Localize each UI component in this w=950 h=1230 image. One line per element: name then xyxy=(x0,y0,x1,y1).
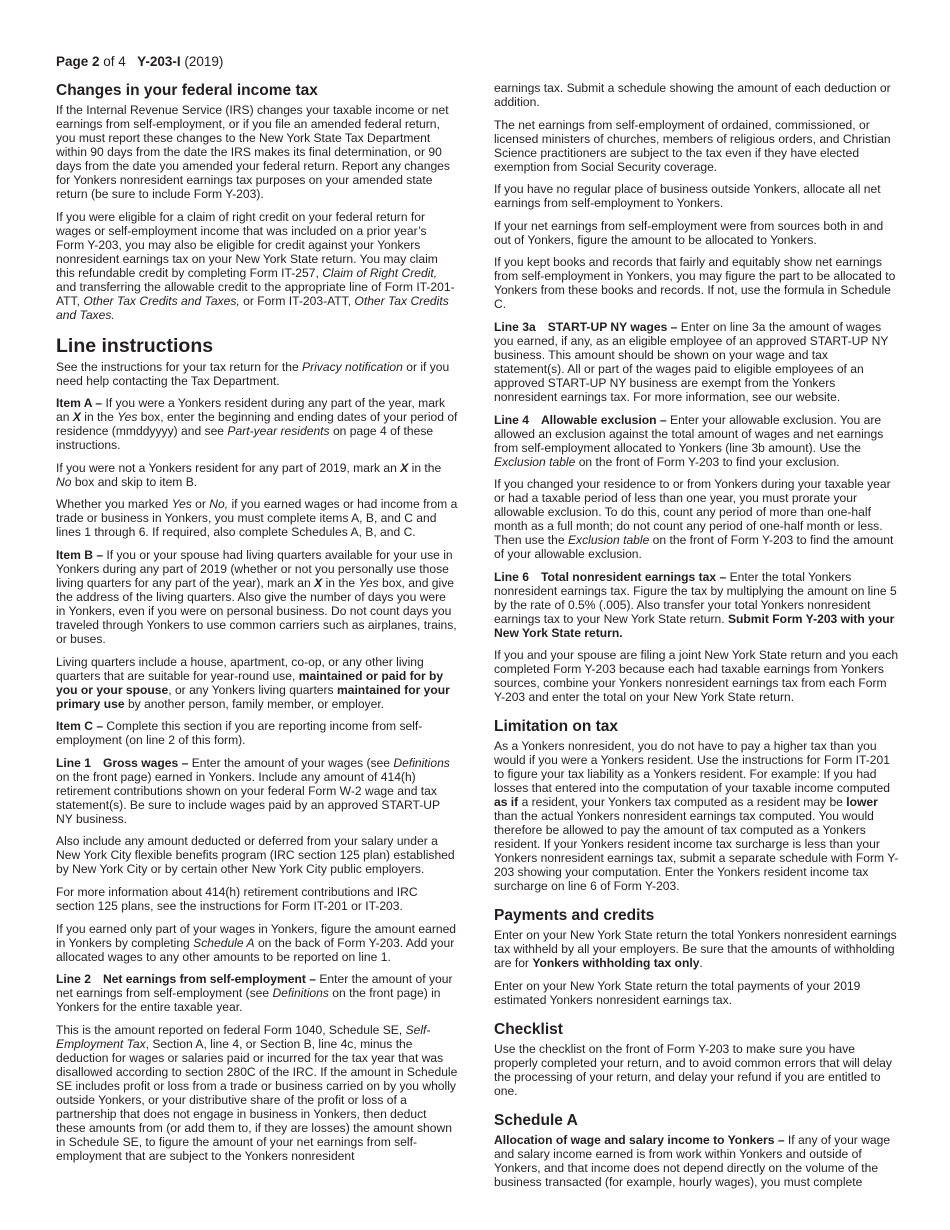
line-1-label: Line 1 xyxy=(56,755,91,770)
paragraph: Allocation of wage and salary income to Yonkers – If any of your wage and salary income earned is from work within Yonkers and outside of Yonkers, and that income does not depend directly on the volume of the business transacted (for example, hourly wages), you must complete xyxy=(494,1132,891,1189)
section-title-changes: Changes in your federal income tax xyxy=(56,82,318,99)
section-title-schedule-a: Schedule A xyxy=(494,1111,578,1129)
paragraph: If you kept books and records that fairly and equitably show net earnings from self-employment in Yonkers, you may figure the part to be allocated to Yonkers from these books and records. If not, use the formula in Schedule C. xyxy=(494,255,896,312)
line-1-title: Gross wages – xyxy=(102,755,189,770)
section-title-line-instructions: Line instructions xyxy=(56,334,214,357)
paragraph: earnings tax. Submit a schedule showing the amount of each deduction or addition. xyxy=(494,81,891,109)
paragraph: If you were not a Yonkers resident for any part of 2019, mark an X in the No box and skip to item B. xyxy=(56,460,442,489)
section-title-checklist: Checklist xyxy=(494,1020,563,1038)
line-6-paragraph: Line 6 Total nonresident earnings tax – Enter the total Yonkers nonresident earnings tax. Figure the tax by multiplying the amount on line 5 by the rate of 0.5% (.005). Also transfer your total Yonkers nonresident earnings tax to your New York State return. Submit Form Y-203 with your New York State return. xyxy=(494,569,897,640)
line-6-label: Line 6 xyxy=(494,569,529,584)
line-4-title: Allowable exclusion – xyxy=(540,412,667,427)
paragraph: For more information about 414(h) retirement contributions and IRC section 125 plans, see the instructions for Form IT-201 or IT-203. xyxy=(56,884,418,913)
section-title-payments: Payments and credits xyxy=(494,907,655,925)
item-c-label: Item C – xyxy=(56,719,104,734)
line-2-label: Line 2 xyxy=(56,972,91,987)
section-title-limitation: Limitation on tax xyxy=(494,718,618,736)
line-2-paragraph: Line 2 Net earnings from self-employment – Enter the amount of your net earnings from self-employment (see Definitions on the front page) in Yonkers for the entire taxable year. xyxy=(56,972,453,1015)
form-number: Y-203-I xyxy=(137,54,181,69)
line-2-title: Net earnings from self-employment – xyxy=(102,972,316,987)
item-b-paragraph: Item B – If you or your spouse had living quarters available for your use in Yonkers during any part of 2019 (whether or not you personally use those living quarters for any part of the year), mark an X in the Yes box, and give the address of the living quarters. Also give the number of days you were in Yonkers, even if you were on personal business. Do not count days you traveled through Yonkers to use common carriers such as airplanes, trains, or buses. xyxy=(56,547,457,646)
page-total: of 4 xyxy=(99,54,126,69)
line-3a-title: START-UP NY wages – xyxy=(547,319,678,334)
line-4-paragraph: Line 4 Allowable exclusion – Enter your allowable exclusion. You are allowed an exclusion against the total amount of wages and net earnings from self-employment allocated to Yonkers (line 3b amount). Use the Exclusion table on the front of Form Y-203 to find your exclusion. xyxy=(494,412,884,469)
paragraph: This is the amount reported on federal Form 1040, Schedule SE, Self-Employment Tax, Section A, line 4, or Section B, line 4c, minus the deduction for wages or salaries paid or incurred for the tax year that was disallowed according to section 280C of the IRC. If the amount in Schedule SE includes profit or loss from a trade or business carried on by you wholly outside Yonkers, or your distributive share of the profit or loss of a partnership that does not engage in business in Yonkers, then deduct these amounts from (or add them to, if they are losses) the amount shown in Schedule SE, to figure the amount of your net earnings from self-employment that are subject to the Yonkers nonresident xyxy=(56,1022,458,1163)
paragraph: As a Yonkers nonresident, you do not have to pay a higher tax than you would if you were a Yonkers resident. Use the instructions for Form IT-201 to figure your tax liability as a Yonkers resident. For example: If you had losses that entered into the computation of your taxable income computed as if a resident, your Yonkers tax computed as a resident may be lower than the actual Yonkers nonresident earnings tax computed. You would therefore be allowed to pay the amount of tax computed as a Yonkers resident. If your Yonkers resident income tax surcharge is less than your Yonkers nonresident earnings tax, submit a separate schedule with Form Y-203 showing your computation. Enter the Yonkers resident income tax surcharge on line 6 of Form Y-203. xyxy=(494,739,899,894)
paragraph: If you and your spouse are filing a joint New York State return and you each completed Form Y-203 because each had taxable earnings from Yonkers sources, combine your Yonkers nonresident earnings tax from each Form Y-203 and enter the total on your New York State return. xyxy=(494,648,899,705)
line-3a-paragraph: Line 3a START-UP NY wages – Enter on line 3a the amount of wages you earned, if any, as an eligible employee of an approved START-UP NY business. This amount should be shown on your wage and tax statement(s). All or part of the wages paid to eligible employees of an approved START-UP NY business are exempt from the Yonkers nonresident earnings tax. For more information, see our website. xyxy=(494,319,889,404)
paragraph: Use the checklist on the front of Form Y-203 to make sure you have properly completed your return, and to avoid common errors that will delay the processing of your return, and delay your refund if you are entitled to one. xyxy=(494,1041,892,1098)
line-4-label: Line 4 xyxy=(494,412,529,427)
paragraph: If you changed your residence to or from Yonkers during your taxable year or had a taxable period of less than one year, you must prorate your allowable exclusion. To do this, count any period of more than one-half month as a full month; do not count any period of one-half month or less. Then use the Exclusion table on the front of Form Y-203 to find the amount of your allowable exclusion. xyxy=(494,477,894,562)
paragraph: Living quarters include a house, apartment, co-op, or any other living quarters that are suitable for year-round use, maintained or paid for by you or your spouse, or any Yonkers living quarters maintained for your primary use by another person, family member, or employer. xyxy=(56,654,450,711)
form-year: (2019) xyxy=(180,54,224,69)
item-a-paragraph: Item A – If you were a Yonkers resident during any part of the year, mark an X in the Yes box, enter the beginning and ending dates of your period of residence (mmddyyyy) and see Part-year residents on page 4 of these instructions. xyxy=(56,396,458,453)
paragraph: If your net earnings from self-employment were from sources both in and out of Yonkers, figure the amount to be allocated to Yonkers. xyxy=(494,218,884,247)
line-1-paragraph: Line 1 Gross wages – Enter the amount of your wages (see Definitions on the front page) earned in Yonkers. Include any amount of 414(h) retirement contributions shown on your federal Form W-2 wage and tax statement(s). Be sure to include wages paid by an approved START-UP NY business. xyxy=(56,755,450,826)
line-3a-label: Line 3a xyxy=(494,319,536,334)
page-number: Page 2 xyxy=(56,54,100,69)
left-column xyxy=(56,78,458,1171)
paragraph: Enter on your New York State return the total Yonkers nonresident earnings tax withheld by all your employers. Be sure that the amounts of withholding are for Yonkers withholding tax only. xyxy=(494,928,897,971)
paragraph: Whether you marked Yes or No, if you earned wages or had income from a trade or business in Yonkers, you must complete items A, B, and C and lines 1 through 6. If required, also complete Schedules A, B, and C. xyxy=(56,497,458,540)
paragraph: See the instructions for your tax return for the Privacy notification or if you need help contacting the Tax Department. xyxy=(56,359,450,388)
item-c-paragraph: Item C – Complete this section if you are reporting income from self-employment (on line 2 of this form). xyxy=(56,719,423,748)
page-header xyxy=(56,54,223,69)
paragraph: The net earnings from self-employment of ordained, commissioned, or licensed ministers of churches, members of religious orders, and Christian Science practitioners are subject to the tax even if they have elected exemption from Social Security coverage. xyxy=(494,117,891,174)
paragraph: If you were eligible for a claim of right credit on your federal return for wages or self-employment income that was included on a prior year’s Form Y-203, you may also be eligible for credit against your Yonkers nonresident earnings tax on your New York State return. You may claim this refundable credit by completing Form IT-257, Claim of Right Credit, and transferring the allowable credit to the appropriate line of Form IT-201-ATT, Other Tax Credits and Taxes, or Form IT-203-ATT, Other Tax Credits and Taxes. xyxy=(56,209,455,322)
paragraph: Also include any amount deducted or deferred from your salary under a New York City flexible benefits program (IRC section 125 plan) established by New York City or by certain other New York City public employers. xyxy=(56,834,455,877)
paragraph: If you have no regular place of business outside Yonkers, allocate all net earnings from self-employment to Yonkers. xyxy=(494,182,881,211)
paragraph: If you earned only part of your wages in Yonkers, figure the amount earned in Yonkers by completing Schedule A on the back of Form Y-203. Add your allocated wages to any other amounts to be reported on line 1. xyxy=(56,921,457,964)
paragraph: Enter on your New York State return the total payments of your 2019 estimated Yonkers nonresident earnings tax. xyxy=(494,978,861,1007)
item-a-label: Item A – xyxy=(56,396,103,411)
line-6-title: Total nonresident earnings tax – xyxy=(540,569,727,584)
item-b-label: Item B – xyxy=(56,547,104,562)
right-column xyxy=(494,81,900,1198)
paragraph: If the Internal Revenue Service (IRS) changes your taxable income or net earnings from self-employment, or if you file an amended federal return, you must report these changes to the New York State Tax Department within 90 days from the date the IRS makes its final determination, or 90 days from the date you amended your federal return. Report any changes for Yonkers nonresident earnings tax purposes on your amended state return (be sure to include Form Y-203). xyxy=(56,103,450,201)
